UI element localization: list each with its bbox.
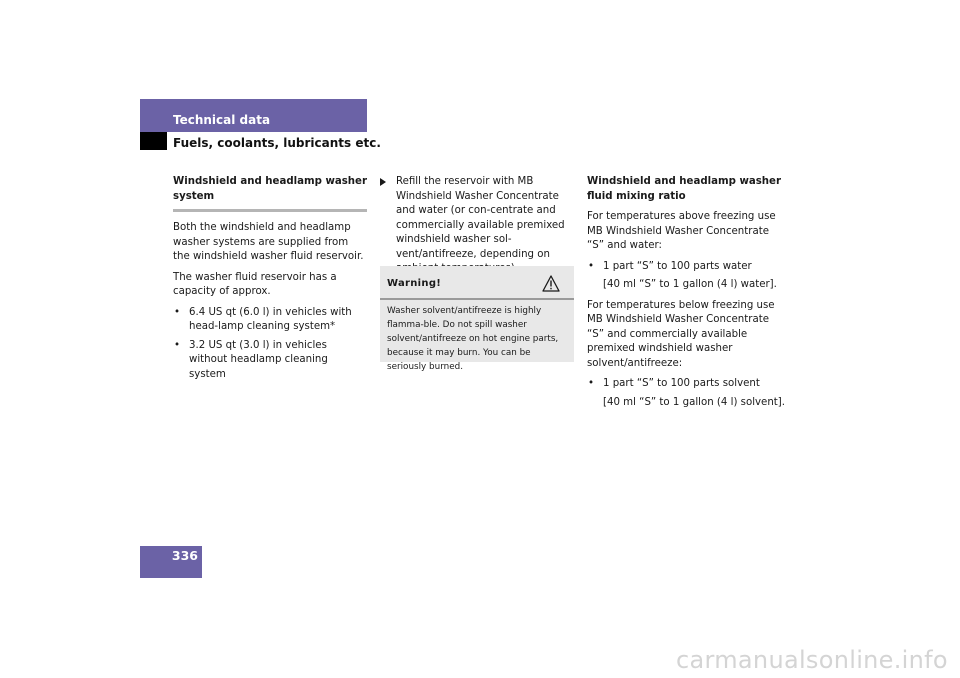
page-number: 336 (171, 548, 198, 563)
list-item: • 1 part “S” to 100 parts water (587, 260, 787, 275)
arrow-right-icon (380, 178, 386, 186)
paragraph: For temperatures below freezing use MB Windshield Washer Concentrate “S” and commercially available premixed windshield washer solvent/antifreeze: (587, 299, 775, 369)
list-item: • 6.4 US qt (6.0 l) in vehicles with head-lamp cleaning system* (174, 306, 352, 332)
column-right (587, 175, 787, 416)
mix-detail: [40 ml “S” to 1 gallon (4 l) solvent]. (603, 396, 785, 408)
below-freezing-list (587, 377, 787, 392)
paragraph: The washer fluid reservoir has a capacity of approx. (173, 271, 337, 297)
bullet-icon: • (174, 306, 181, 318)
paragraph: For temperatures above freezing use MB Windshield Washer Concentrate “S” and water: (587, 211, 776, 251)
section-title: Technical data (173, 113, 271, 127)
watermark: carmanualsonline.info (676, 646, 948, 674)
warning-header (387, 275, 568, 297)
warning-box (380, 266, 574, 372)
list-item: • 1 part “S” to 100 parts solvent (587, 377, 787, 392)
bullet-icon: • (588, 260, 595, 272)
section-subtitle: Fuels, coolants, lubricants etc. (173, 136, 381, 150)
column-left (173, 175, 367, 386)
warning-text: Washer solvent/antifreeze is highly flamma-ble. Do not spill washer solvent/antifreeze on hot engine parts, because it may burn. You can be seriously burned. (387, 306, 559, 372)
list-item: • 3.2 US qt (3.0 l) in vehicles without headlamp cleaning system (174, 339, 328, 380)
bullet-icon: • (588, 378, 595, 389)
heading-divider (173, 209, 367, 212)
washer-system-heading: Windshield and headlamp washer system (173, 176, 367, 202)
capacity-list (173, 306, 367, 383)
bullet-icon: • (174, 339, 181, 351)
refill-step: Refill the reservoir with MB Windshield Washer Concentrate and water (or con-centrate and commercially available premixed windshield washer sol-vent/antifreeze, depending on (380, 175, 574, 277)
header-marker (140, 132, 167, 150)
warning-title: Warning! (387, 278, 442, 289)
warning-triangle-icon (542, 275, 560, 292)
mixing-ratio-heading: Windshield and headlamp washer fluid mixing ratio (587, 176, 781, 202)
warning-divider (380, 298, 574, 300)
mix-detail: [40 ml “S” to 1 gallon (4 l) water]. (603, 279, 777, 290)
paragraph: Both the windshield and headlamp washer systems are supplied from the windshield washer fluid reservoir. (173, 222, 364, 262)
above-freezing-list (587, 260, 787, 275)
